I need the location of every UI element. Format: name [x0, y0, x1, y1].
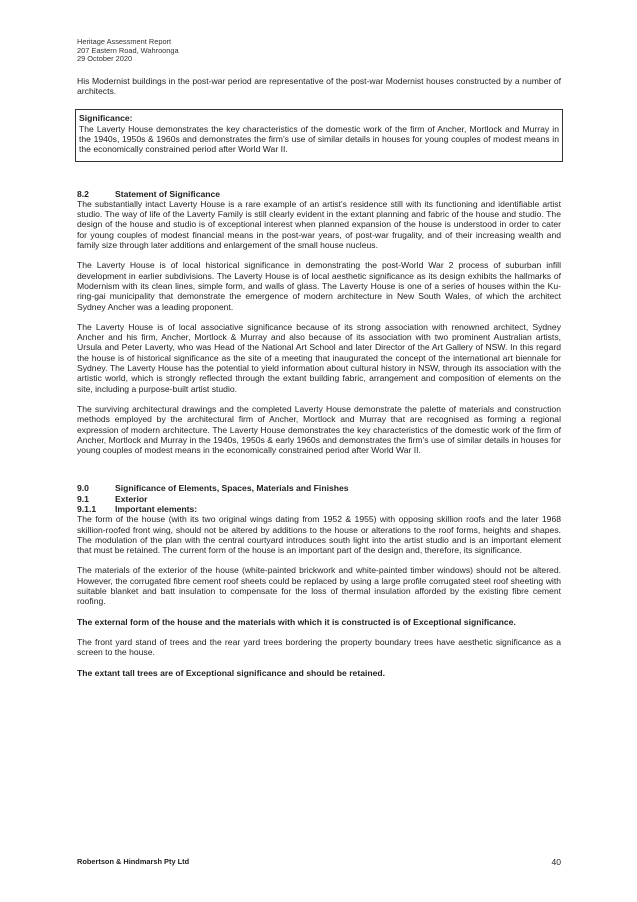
section-number: 9.1	[77, 493, 89, 504]
section-number: 9.0	[77, 483, 89, 494]
header-title: Heritage Assessment Report	[77, 37, 172, 46]
section-number: 9.1.1	[77, 503, 97, 514]
intro-paragraph: His Modernist buildings in the post-war period are representative of the post-war Modernist houses constructed by a number of architects.	[77, 75, 561, 97]
document-page	[77, 38, 561, 678]
section-9-1-1-heading	[77, 504, 561, 514]
header-address: 207 Eastern Road, Wahroonga	[77, 45, 179, 55]
significance-box-title: Significance:	[79, 113, 133, 124]
section-9-1-heading	[77, 494, 561, 504]
footer-company: Robertson & Hindmarsh Pty Ltd	[77, 857, 190, 866]
section-title: Exterior	[115, 493, 148, 504]
section-title: Important elements:	[115, 503, 198, 514]
elements-paragraph-2: The materials of the exterior of the house (white-painted brickwork and white-painted timber windows) should not be altered. However, the corrugated fibre cement roof sheets could be replaced by using a large profile corrugated steel roof sheeting with suitable blanket and batt insulation to compensate for the loss of thermal insulation afforded by the existing fibre cement roofing.	[77, 565, 561, 607]
trees-paragraph: The front yard stand of trees and the rear yard trees bordering the property boundary trees have aesthetic significance as a screen to the house.	[77, 636, 561, 658]
elements-paragraph-1: The form of the house (with its two original wings dating from 1952 & 1955) with opposing skillion roofs and the later 1968 skillion-roofed front wing, should not be altered by additions to the house or alterations to the roof forms, heights and shapes. The modulation of the plan with the central courtyard introduces south light into the artist studio and is an important element that must be retained. The current form of the house is an important part of the design and, therefore, its significance.	[77, 514, 561, 556]
statement-paragraph-4: The surviving architectural drawings and the completed Laverty House demonstrate the palette of materials and construction methods employed by the architectural firm of Ancher, Mortlock and Murray that are recognised as forming a regional expression of modern architecture. The Laverty House demonstrates the key characteristics of the domestic work of the firm of Ancher, Mortlock and Murray in the 1940s, 1950s & early 1960s and demonstrates the firm’s use of similar details in houses for young couples of modest means in the economically constrained period after World War II.	[77, 403, 561, 456]
page-number: 40	[551, 857, 561, 867]
report-header	[77, 38, 561, 64]
section-number: 8.2	[77, 188, 89, 199]
statement-paragraph-2: The Laverty House is of local historical significance in demonstrating the post-World War 2 process of suburban infill development in earlier subdivisions. The Laverty House is of local aesthetic significance as its design exhibits the hallmarks of Modernism with its clean lines, simple form, and walls of glass. The Laverty House is one of a series of houses within the Ku-ring-gai municipality that demonstrate the emergence of modern architecture in New South Wales, of which the architect Sydney Ancher was a leading proponent.	[77, 260, 561, 312]
exceptional-form-statement: The external form of the house and the materials with which it is constructed is of Exceptional significance.	[77, 616, 516, 627]
section-title: Significance of Elements, Spaces, Materials and Finishes	[115, 483, 349, 494]
header-date: 29 October 2020	[77, 54, 133, 64]
statement-paragraph-3: The Laverty House is of local associative significance because of its strong association with renowned architect, Sydney Ancher and his firm, Ancher, Mortlock & Murray and also because of its association with two prominent Australian artists, Ursula and Peter Laverty, who was Head of the National Art School and later Director of the Art Gallery of NSW. In this regard the house is of historical significance as the site of a meeting that inaugurated the concept of the international art biennale for Sydney. The Laverty House has the potential to yield information about cultural history in NSW, through its association with the artistic world, which is strongly reflected through the extant building fabric, arrangement and composition of elements on the site, including a purpose-built artist studio.	[77, 321, 561, 394]
significance-box	[75, 109, 563, 161]
page-footer	[77, 857, 561, 867]
section-9-0-heading	[77, 483, 561, 493]
statement-paragraph-1: The substantially intact Laverty House is a rare example of an artist’s residence still with its functioning and identifiable artist studio. The way of life of the Laverty Family is still clearly evident in the extant planning and fabric of the house and studio. The design of the house and studio is of exceptional interest when planned expansion of the house is understood in order to cater for young couples of modest financial means in the post-war years, of post-war frugality, and of their increasing wealth and family size through later additions and enlargement of the small house nucleus.	[77, 198, 561, 251]
significance-box-text: The Laverty House demonstrates the key characteristics of the domestic work of the firm of Ancher, Mortlock and Murray in the 1940s, 1950s & 1960s and demonstrates the firm’s use of similar details in houses for young couples of modest means in the economically constrained period after World War II.	[79, 123, 559, 155]
exceptional-trees-statement: The extant tall trees are of Exceptional significance and should be retained.	[77, 667, 386, 678]
section-title: Statement of Significance	[115, 188, 221, 199]
section-8-2-heading	[77, 189, 561, 199]
